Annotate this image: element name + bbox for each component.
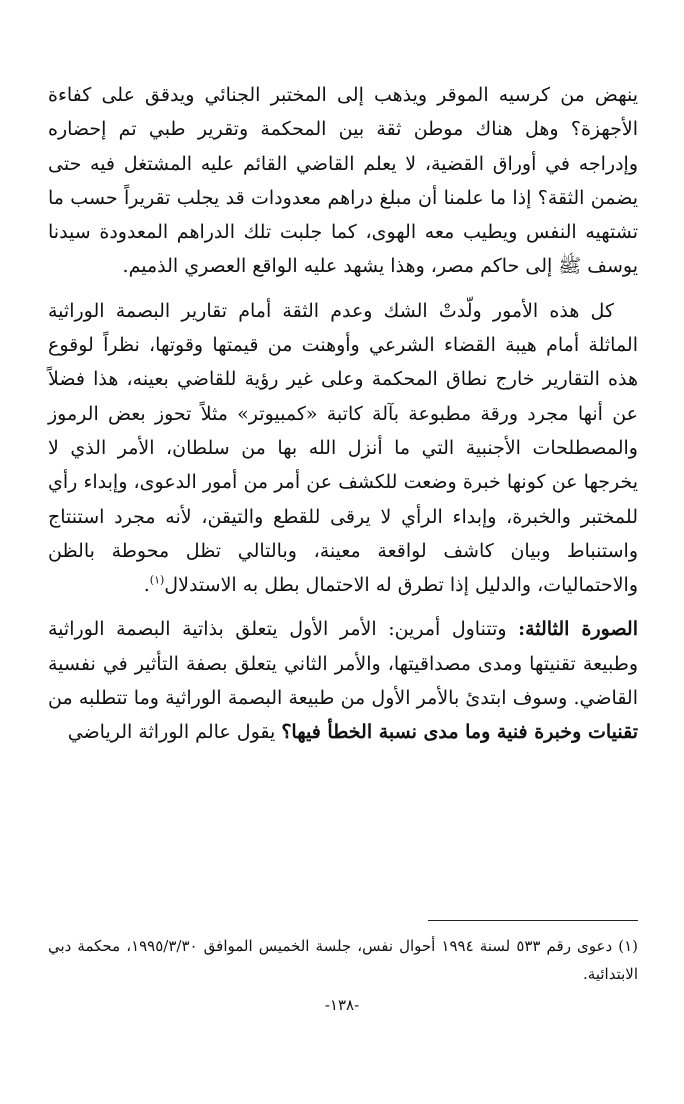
paragraph-3-bold-phrase: تقنيات وخبرة فنية وما مدى نسبة الخطأ فيها؟: [281, 721, 638, 744]
paragraph-2-text: كل هذه الأمور ولّدتْ الشك وعدم الثقة أمام تقارير البصمة الوراثية الماثلة أمام هيبة القضاء الشرعي وأوهنت من قيمتها وقوتها، نظراً لوقوع هذه التقارير خارج نطاق المحكمة وعلى غير رؤية للقاضي بعينه، هذا فضلاً عن أنها مجرد ورقة مطبوعة بآلة كاتبة «كمبيوتر» مثلاً تحوز بعض الرموز والمصطلحات الأجنبية التي ما أنزل الله بها من سلطان، الأمر الذي لا يخرجها عن كونها خبرة وضعت للكشف عن أمر من أمور الدعوى، وإبداء رأي للمختبر والخبرة، وإبداء الرأي لا يرقى للقطع والتيقن، لأنه مجرد استنتاج واستنباط وبيان كاشف لواقعة معينة، وبالتالي تظل محوطة بالظن والاحتماليات، والدليل إذا تطرق له الاحتمال بطل به الاستدلال: [48, 299, 638, 597]
paragraph-3: [48, 612, 638, 749]
footnote: (١) دعوى رقم ٥٣٣ لسنة ١٩٩٤ أحوال نفس، جلسة الخميس الموافق ١٩٩٥/٣/٣٠، محكمة دبي الابتدائية.: [48, 937, 638, 983]
paragraph-2-end: .: [143, 574, 150, 597]
page-number: -١٣٨-: [324, 996, 360, 1014]
paragraph-3-tail: يقول عالم الوراثة الرياضي: [67, 721, 282, 744]
paragraph-1: ينهض من كرسيه الموقر ويذهب إلى المختبر الجنائي ويدقق على كفاءة الأجهزة؟ وهل هناك موطن ثقة بين المحكمة وتقرير طبي تم إحضاره وإدراجه في أوراق القضية، لا يعلم القاضي القائم عليه المشتغل فيه حتى يضمن الثقة؟ إذا ما علمنا أن مبلغ دراهم معدودات قد يجلب تقريراً حسب ما تشتهيه النفس ويطيب معه الهوى، كما جلبت تلك الدراهم المعدودة سيدنا يوسف ﷺ إلى حاكم مصر، وهذا يشهد عليه الواقع العصري الذميم.: [48, 84, 638, 278]
paragraph-3-text: وتتناول أمرين: الأمر الأول يتعلق بذاتية البصمة الوراثية وطبيعة تقنيتها ومدى مصداقيتها، والأمر الثاني يتعلق بصفة التأثير في نفسية القاضي. وسوف ابتدئ بالأمر الأول من طبيعة البصمة الوراثية وما تتطلبه من: [48, 618, 638, 710]
section-heading: الصورة الثالثة:: [518, 618, 638, 641]
paragraph-2: [48, 294, 638, 603]
footnote-divider: [428, 920, 638, 921]
footnote-reference: (١): [149, 573, 165, 587]
body-text: [48, 78, 638, 750]
